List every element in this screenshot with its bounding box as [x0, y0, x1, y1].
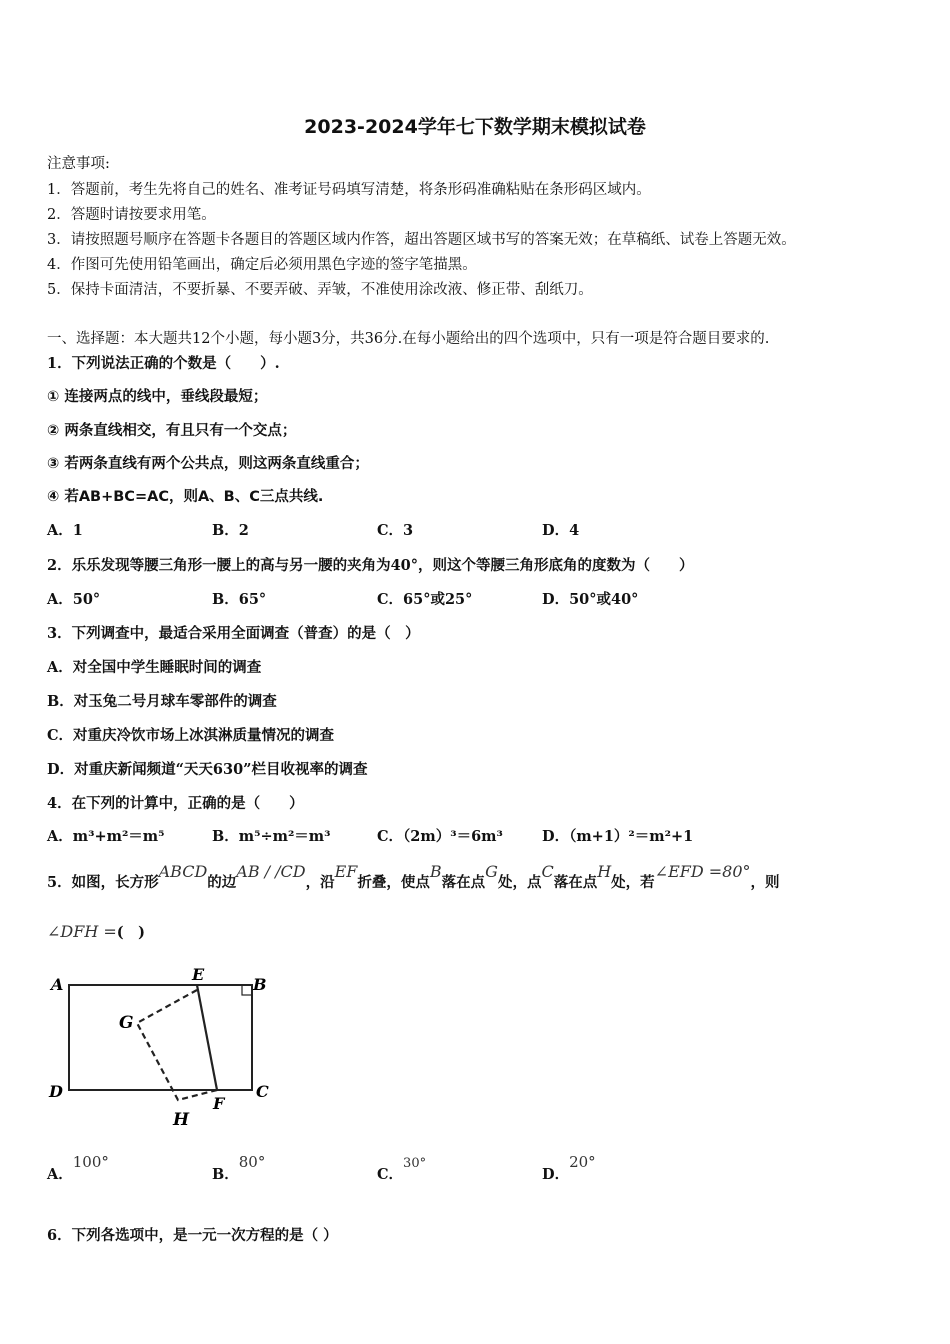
q1-option-d: D．4 — [542, 522, 580, 539]
q3-option-b: B．对玉兔二号月球车零部件的调查 — [47, 693, 277, 710]
q5-option-c — [377, 1156, 427, 1184]
text: 处，若 — [611, 874, 655, 891]
notice-item: 4．作图可先使用铅笔画出，确定后必须用黑色字迹的签字笔描黑。 — [47, 257, 477, 273]
option-expr: （m+1）²＝m²+1 — [569, 828, 694, 845]
question-6-stem: 6．下列各选项中，是一元一次方程的是（ ） — [47, 1227, 338, 1244]
math-g: G — [485, 862, 498, 881]
option-label: B． — [212, 1166, 239, 1183]
notice-item: 3．请按照题号顺序在答题卡各题目的答题区域内作答，超出答题区域书写的答案无效；在草稿纸、试卷上答题无效。 — [47, 232, 796, 248]
figure-label-c: C — [256, 1082, 269, 1101]
text: ，则 — [750, 874, 780, 891]
question-5-stem — [47, 862, 780, 892]
q4-option-b — [212, 825, 331, 846]
math-h: H — [597, 862, 612, 881]
option-label: C． — [377, 828, 404, 845]
page-title: 2023-2024学年七下数学期末模拟试卷 — [304, 116, 646, 138]
figure-label-e: E — [192, 965, 205, 984]
q3-option-c: C．对重庆冷饮市场上冰淇淋质量情况的调查 — [47, 727, 335, 744]
q2-option-d: D．50°或40° — [542, 591, 639, 608]
q3-option-a: A．对全国中学生睡眠时间的调查 — [47, 659, 262, 676]
q1-option-b: B．2 — [212, 522, 249, 539]
q5-option-d — [542, 1153, 596, 1184]
question-2-stem: 2．乐乐发现等腰三角形一腰上的高与另一腰的夹角为40°，则这个等腰三角形底角的度数为（ ） — [47, 557, 694, 574]
question-4-stem: 4．在下列的计算中，正确的是（ ） — [47, 795, 304, 812]
math-angle-efd: ∠EFD =80° — [654, 862, 751, 881]
q5-figure — [45, 960, 285, 1132]
figure-label-h: H — [173, 1110, 190, 1130]
option-label: B． — [212, 828, 239, 845]
math-ef: EF — [334, 862, 358, 881]
q2-option-c: C．65°或25° — [377, 591, 473, 608]
q1-option-a: A．1 — [47, 522, 83, 539]
figure-label-b: B — [253, 975, 267, 994]
math-b: B — [429, 862, 442, 881]
q5-option-a — [47, 1153, 109, 1184]
figure-label-a: A — [51, 975, 64, 994]
notice-heading: 注意事项: — [47, 156, 110, 172]
text: 5．如图，长方形 — [47, 874, 159, 891]
option-label: A． — [47, 1166, 73, 1183]
figure-label-d: D — [49, 1082, 63, 1101]
text: ，沿 — [305, 874, 335, 891]
notice-item: 5．保持卡面清洁，不要折暴、不要弄破、弄皱，不准使用涂改液、修正带、刮纸刀。 — [47, 282, 593, 298]
section-heading: 一、选择题：本大题共12个小题，每小题3分，共36分.在每小题给出的四个选项中，只有一项是符合题目要求的. — [47, 331, 770, 347]
q1-statement: ① 连接两点的线中，垂线段最短； — [47, 389, 268, 405]
answer-paren: ( ) — [116, 924, 146, 941]
option-value: 30° — [403, 1156, 427, 1171]
figure-label-g: G — [119, 1013, 134, 1033]
text: 的边 — [207, 874, 237, 891]
q1-statement: ③ 若两条直线有两个公共点，则这两条直线重合； — [47, 456, 369, 472]
q1-option-c: C．3 — [377, 522, 414, 539]
figure-label-f: F — [213, 1094, 225, 1113]
q4-option-c — [377, 825, 503, 846]
option-expr: m⁵÷m²＝m³ — [238, 828, 331, 845]
q1-statement: ② 两条直线相交，有且只有一个交点； — [47, 423, 297, 439]
math-abcd: ABCD — [158, 862, 208, 881]
q2-option-a: A．50° — [47, 591, 101, 608]
option-expr: （2m）³＝6m³ — [403, 828, 503, 845]
q5-option-b — [212, 1153, 266, 1184]
question-3-stem: 3．下列调查中，最适合采用全面调查（普查）的是（ ） — [47, 625, 420, 642]
question-5-line2 — [47, 921, 145, 942]
text: 折叠，使点 — [357, 874, 430, 891]
option-value: 20° — [569, 1153, 596, 1171]
option-value: 80° — [238, 1153, 266, 1171]
q2-option-b: B．65° — [212, 591, 267, 608]
math-parallel: AB / /CD — [236, 862, 306, 881]
math-angle-dfh: ∠DFH = — [47, 922, 117, 941]
q4-option-d — [542, 825, 693, 846]
text: 落在点 — [441, 874, 486, 891]
q1-statement: ④ 若AB+BC=AC，则A、B、C三点共线. — [47, 489, 324, 505]
q3-option-d: D．对重庆新闻频道“天天630”栏目收视率的调查 — [47, 761, 368, 778]
question-1-stem: 1．下列说法正确的个数是（ ）. — [47, 355, 280, 372]
option-label: C． — [377, 1166, 404, 1183]
notice-item: 2．答题时请按要求用笔。 — [47, 207, 216, 223]
option-label: A． — [47, 828, 73, 845]
notice-item: 1．答题前，考生先将自己的姓名、准考证号码填写清楚，将条形码准确粘贴在条形码区域内。 — [47, 182, 651, 198]
option-value: 100° — [72, 1153, 109, 1171]
option-label: D． — [542, 1166, 570, 1183]
option-expr: m³+m²＝m⁵ — [72, 828, 165, 845]
option-label: D． — [542, 828, 570, 845]
math-c: C — [541, 862, 554, 881]
text: 落在点 — [553, 874, 598, 891]
text: 处，点 — [497, 874, 542, 891]
q4-option-a — [47, 825, 165, 846]
